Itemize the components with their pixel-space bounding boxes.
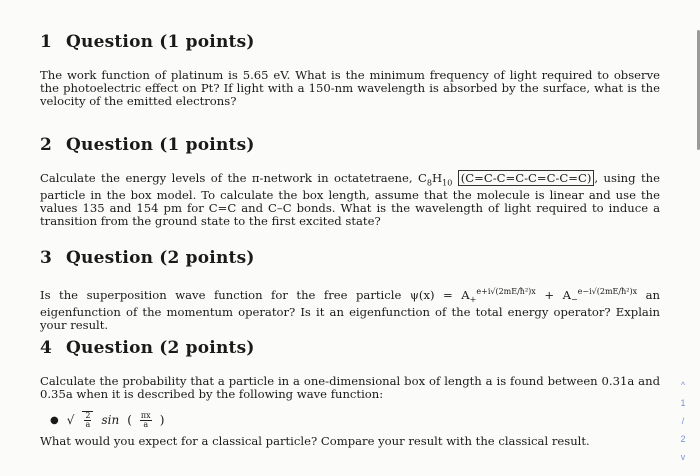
bullet-icon: ●: [50, 414, 59, 426]
formula-subscript-1: 8: [426, 178, 432, 188]
sqrt-denominator: a: [85, 420, 91, 429]
page-number-total: 2: [680, 434, 686, 444]
sqrt-numerator: 2: [85, 411, 91, 420]
question-2: [40, 135, 660, 228]
term2-exponent: e−i√(2mE/ħ²)x: [577, 287, 638, 296]
term1-exponent: e+i√(2mE/ħ²)x: [476, 287, 536, 296]
question-2-text-post: , using the particle in the box model. To calculate the box length, assume that the molecule is linear and use the values 135 and 154 pm for C=C and C–C bonds. What is the wavelength of light required to induce a transition from the ground state to the first excited state?: [40, 171, 660, 229]
question-3-heading: [40, 248, 660, 268]
question-1-heading: [40, 32, 660, 52]
term2-subscript: −: [570, 295, 578, 305]
question-title: Question (2 points): [66, 248, 255, 268]
question-title: Question (2 points): [66, 338, 255, 358]
question-2-text-pre: Calculate the energy levels of the π-network in octatetraene, C: [40, 171, 427, 185]
question-title: Question (1 points): [66, 135, 255, 155]
question-3-text: [40, 285, 660, 332]
paren-open: (: [127, 413, 132, 427]
carbon-chain-box: (C=C-C=C-C=C-C=C): [458, 170, 595, 186]
question-4-heading: [40, 338, 660, 358]
question-3: [40, 248, 660, 332]
arg-numerator: πx: [140, 410, 151, 420]
page-up-icon[interactable]: ^: [680, 380, 686, 390]
paren-close: ): [159, 413, 165, 427]
arg-denominator: a: [143, 419, 149, 429]
formula-mid: H: [431, 171, 443, 185]
term1-subscript: +: [469, 295, 477, 305]
page-navigator: [674, 380, 692, 462]
wave-function: [50, 411, 660, 429]
question-1: [40, 32, 660, 108]
page-down-icon[interactable]: v: [680, 452, 686, 462]
question-4-footer: What would you expect for a classical particle? Compare your result with the classical result.: [40, 434, 590, 448]
question-2-heading: [40, 135, 660, 155]
question-number: 1: [40, 32, 53, 52]
question-title: Question (1 points): [66, 32, 255, 52]
question-2-text: [40, 172, 660, 228]
page-separator: /: [681, 416, 685, 426]
sqrt-content: [82, 411, 93, 429]
plus-term: + A: [535, 287, 571, 302]
question-4-text: Calculate the probability that a particle in a one-dimensional box of length a is found between 0.31a and 0.35a when it is described by the following wave function:: [40, 374, 660, 401]
sin-argument: [140, 412, 152, 429]
question-4: [40, 338, 660, 448]
formula-subscript-2: 10: [442, 178, 453, 188]
sqrt-symbol: √: [66, 413, 75, 427]
question-number: 4: [40, 338, 53, 358]
question-3-text-post: an eigenfunction of the momentum operator? Is it an eigenfunction of the total energy operator? Explain your result.: [40, 287, 660, 333]
question-number: 3: [40, 248, 53, 268]
question-3-text-pre: Is the superposition wave function for the free particle ψ(x) = A: [40, 287, 470, 302]
sqrt-fraction: [84, 412, 91, 429]
question-number: 2: [40, 135, 53, 155]
page-number-current: 1: [680, 398, 686, 408]
sin-function: sin: [101, 413, 120, 427]
question-1-text: The work function of platinum is 5.65 eV. What is the minimum frequency of light required to observe the photoelectric effect on Pt? If light with a 150-nm wavelength is absorbed by the surface, what is the velocity of the emitted electrons?: [40, 68, 660, 108]
